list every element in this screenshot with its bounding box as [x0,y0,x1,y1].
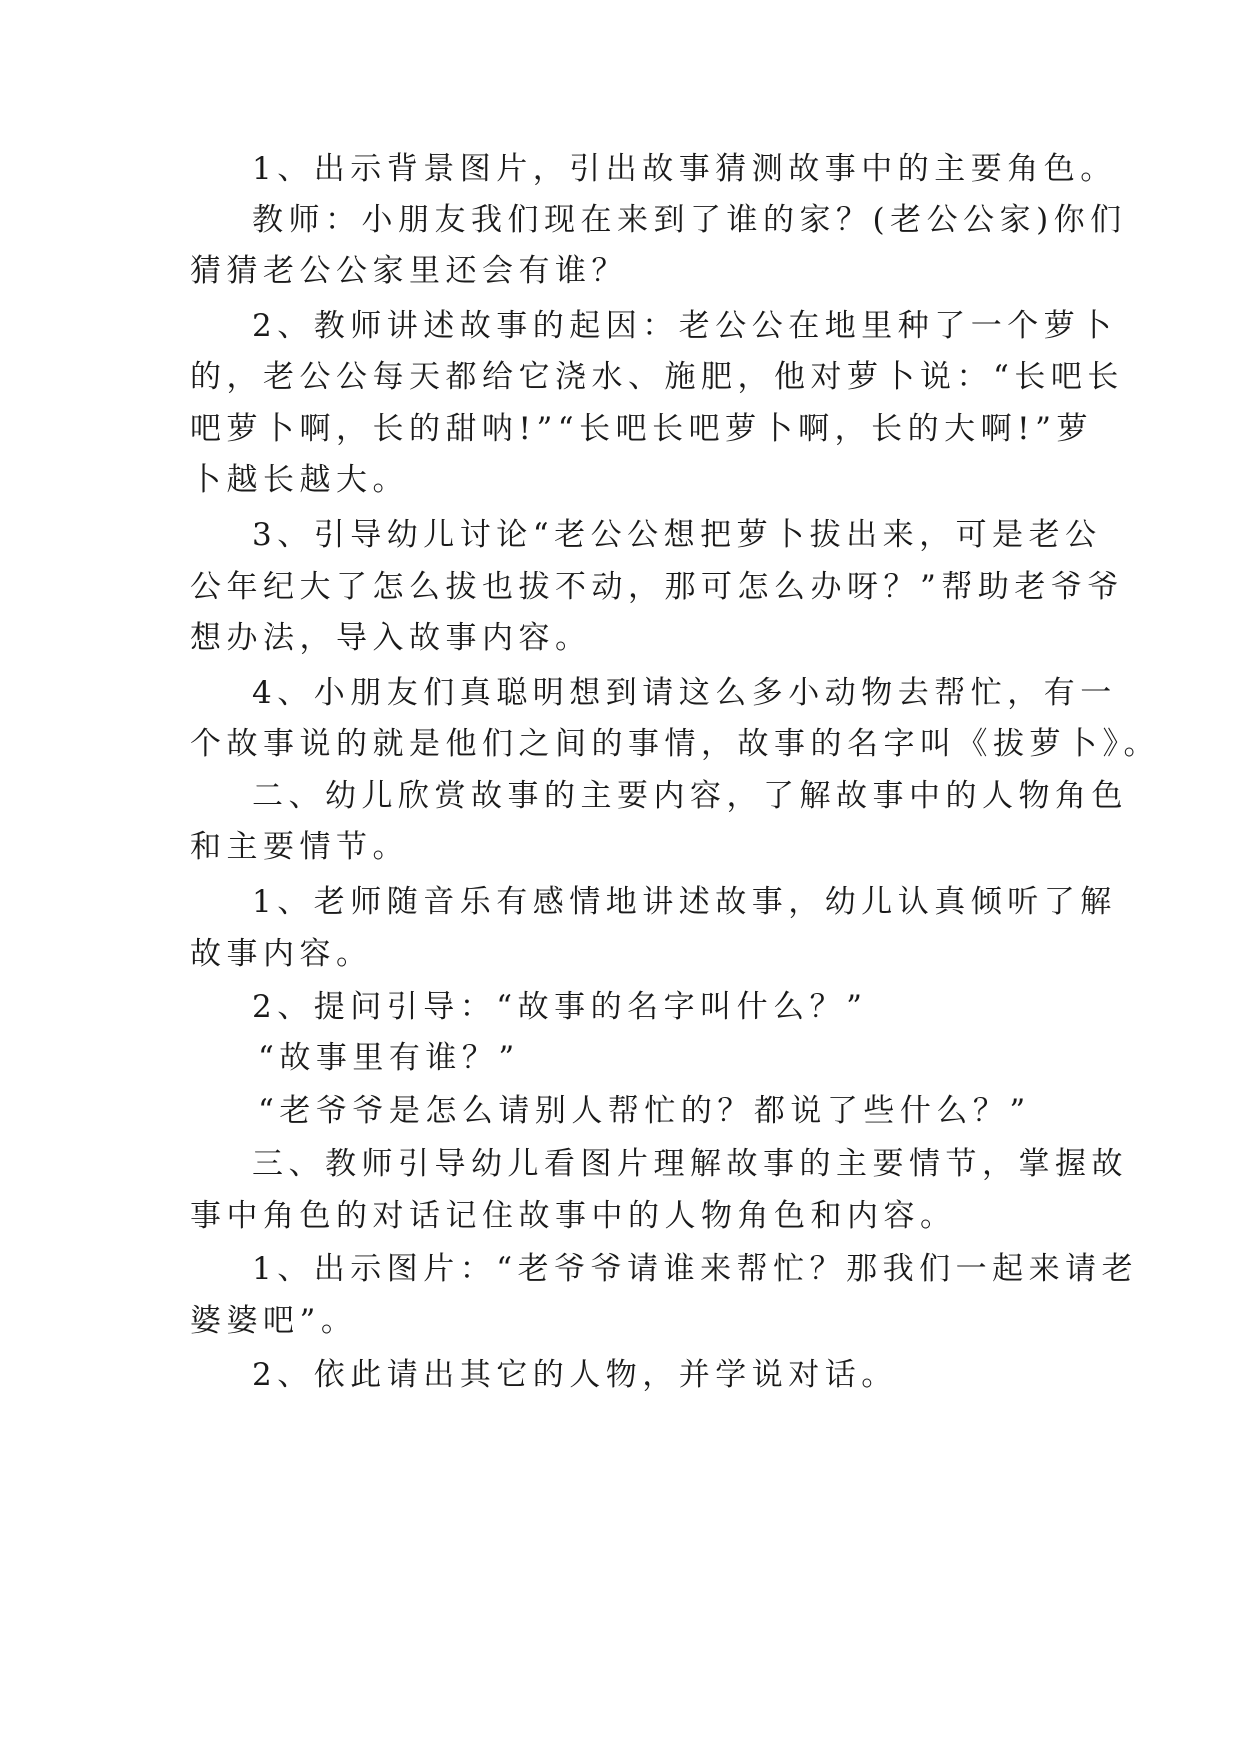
text-line: 2、依此请出其它的人物，并学说对话。 [252,1357,898,1393]
text-line: 2、教师讲述故事的起因：老公公在地里种了一个萝卜 [252,308,1117,344]
text-line: 吧萝卜啊，长的甜呐!”“长吧长吧萝卜啊，长的大啊!”萝 [190,411,1093,447]
text-line: 2、提问引导：“故事的名字叫什么？” [252,989,868,1025]
text-line: 三、教师引导幼儿看图片理解故事的主要情节，掌握故 [252,1146,1128,1182]
text-line: 的，老公公每天都给它浇水、施肥，他对萝卜说：“长吧长 [190,359,1124,395]
text-line: 猜猜老公公家里还会有谁？ [190,253,628,289]
text-line: 3、引导幼儿讨论“老公公想把萝卜拔出来，可是老公 [252,517,1102,553]
text-line: 1、出示背景图片，引出故事猜测故事中的主要角色。 [252,151,1117,187]
text-line: 婆婆吧”。 [190,1303,358,1339]
text-line: 卜越长越大。 [190,462,409,498]
text-line: 4、小朋友们真聪明想到请这么多小动物去帮忙，有一 [252,675,1117,711]
text-line: 二、幼儿欣赏故事的主要内容，了解故事中的人物角色 [252,778,1128,814]
text-line: 1、出示图片：“老爷爷请谁来帮忙？那我们一起来请老 [252,1251,1139,1287]
text-line: 1、老师随音乐有感情地讲述故事，幼儿认真倾听了解 [252,884,1117,920]
text-line: “老爷爷是怎么请别人帮忙的？都说了些什么？” [258,1093,1031,1129]
text-line: 事中角色的对话记住故事中的人物角色和内容。 [190,1198,957,1234]
text-line: 故事内容。 [190,936,373,972]
text-line: 想办法，导入故事内容。 [190,620,592,656]
text-line: 教师：小朋友我们现在来到了谁的家？(老公公家)你们 [252,202,1127,238]
text-line: “故事里有谁？” [258,1040,520,1076]
text-line: 个故事说的就是他们之间的事情，故事的名字叫《拔萝卜》。 [190,726,1160,762]
text-line: 和主要情节。 [190,829,409,865]
text-line: 公年纪大了怎么拔也拔不动，那可怎么办呀？”帮助老爷爷 [190,569,1124,605]
